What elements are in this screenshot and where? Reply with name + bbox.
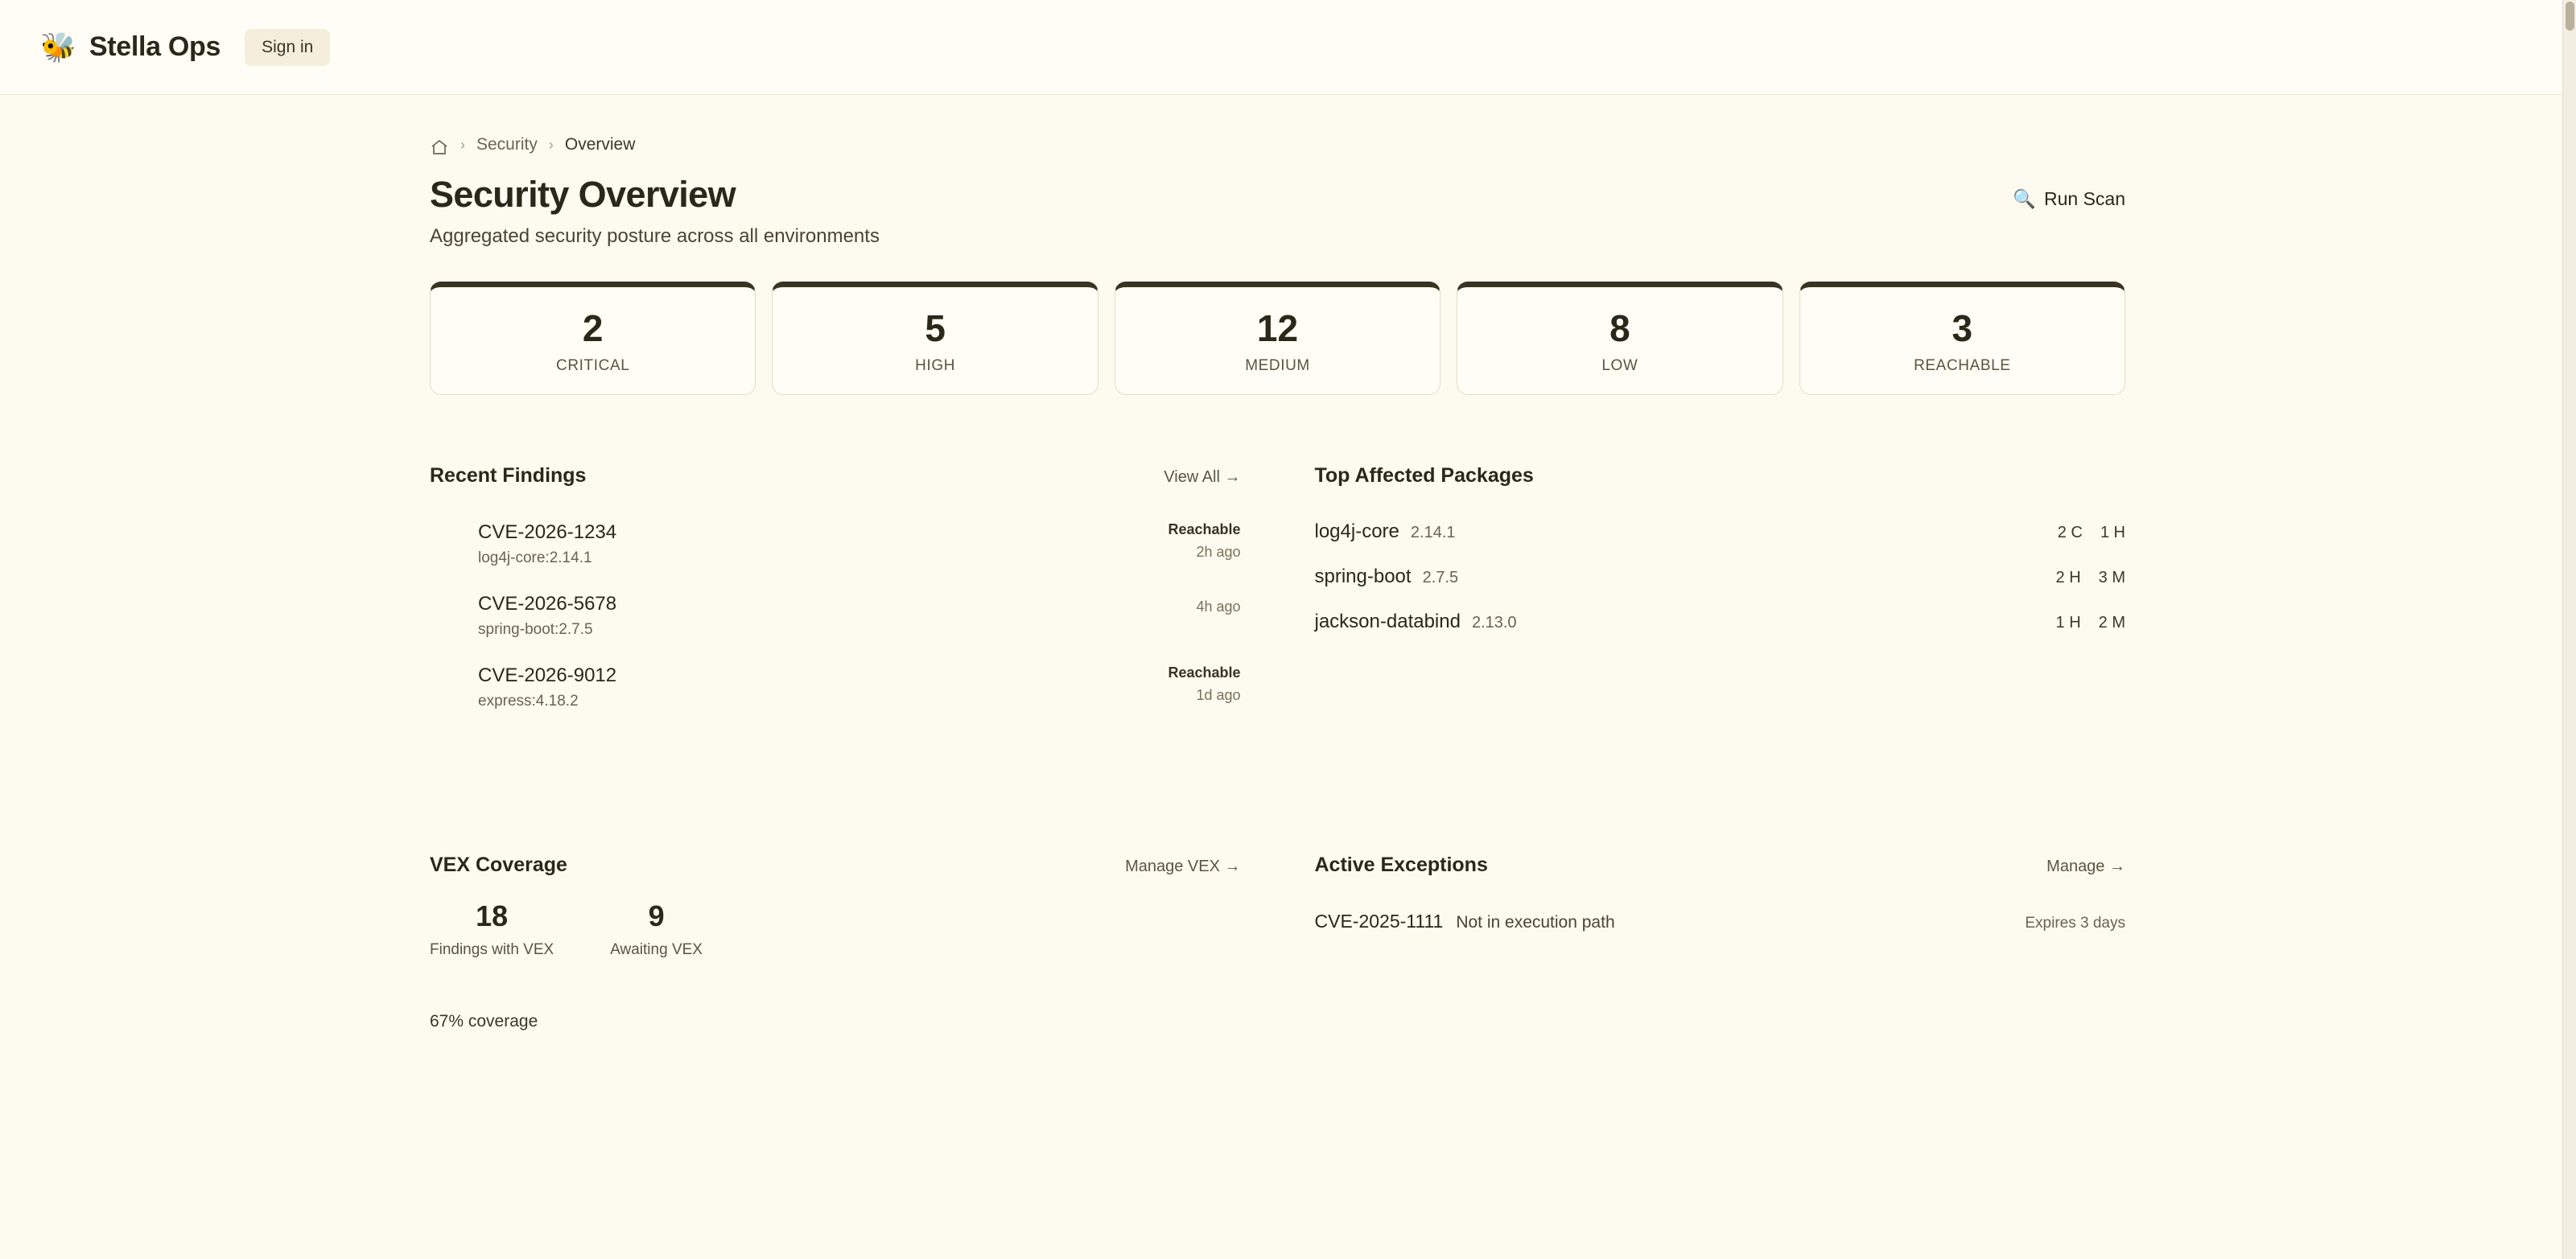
top-packages-header [1315, 464, 2126, 488]
vex-coverage-header [430, 854, 1241, 877]
bee-icon: 🐝 [40, 30, 76, 64]
finding-row[interactable] [430, 582, 1241, 653]
package-count-primary: 2 C [2057, 523, 2083, 541]
finding-package: spring-boot:2.7.5 [478, 620, 593, 638]
stat-card-low[interactable] [1457, 282, 1783, 395]
finding-row[interactable] [430, 653, 1241, 725]
stat-label: LOW [1601, 356, 1638, 374]
breadcrumb-separator-2: › [548, 136, 554, 153]
package-count-primary: 1 H [2055, 613, 2081, 632]
sign-in-button[interactable]: Sign in [245, 29, 330, 66]
vex-metric-value: 9 [648, 899, 665, 932]
package-main [1315, 520, 1456, 543]
stat-value: 3 [1952, 307, 1973, 349]
reachable-badge: Reachable [1168, 520, 1241, 537]
panel-title: Active Exceptions [1314, 853, 1488, 876]
package-count-secondary: 1 H [2100, 523, 2125, 541]
reachable-badge: Reachable [1168, 664, 1241, 681]
finding-package: express:4.18.2 [478, 692, 579, 710]
package-version: 2.14.1 [1410, 523, 1456, 541]
panels-row-bottom [0, 854, 2576, 1031]
finding-age: 4h ago [1196, 598, 1241, 615]
brand [40, 31, 221, 63]
package-counts [2056, 569, 2125, 587]
severity-stats [0, 282, 2576, 395]
vex-metric-awaiting [610, 899, 703, 959]
finding-id: CVE-2026-1234 [478, 520, 617, 543]
stat-value: 2 [582, 307, 604, 349]
active-exceptions-header [1315, 854, 2126, 877]
recent-findings-header [430, 464, 1241, 488]
finding-main [478, 593, 616, 639]
finding-package: log4j-core:2.14.1 [478, 549, 592, 566]
stat-card-critical[interactable] [430, 282, 756, 395]
vex-coverage-text: 67% coverage [430, 1011, 538, 1031]
exception-reason: Not in execution path [1456, 912, 1615, 932]
package-counts [2056, 614, 2125, 632]
breadcrumb [0, 135, 2576, 154]
panel-title: Top Affected Packages [1314, 463, 1534, 487]
stat-value: 8 [1609, 307, 1630, 349]
package-name: log4j-core [1314, 520, 1399, 542]
package-main [1315, 566, 1459, 588]
page-header-text [430, 174, 880, 248]
finding-meta [1168, 664, 1240, 704]
brand-name: Stella Ops [89, 31, 221, 62]
stat-label: HIGH [915, 356, 956, 374]
finding-main [478, 664, 616, 710]
vex-coverage-panel [430, 854, 1241, 1031]
package-version: 2.13.0 [1471, 613, 1517, 632]
panel-title: Recent Findings [430, 463, 587, 487]
finding-meta [1196, 593, 1240, 615]
manage-vex-link[interactable]: Manage VEX → [1125, 857, 1241, 875]
stat-value: 5 [925, 307, 946, 349]
finding-age: 2h ago [1196, 543, 1241, 560]
breadcrumb-separator-1: › [460, 136, 465, 153]
package-row[interactable] [1315, 510, 2126, 555]
exception-main [1315, 911, 1615, 932]
finding-id: CVE-2026-5678 [478, 592, 617, 615]
exception-row[interactable] [1315, 911, 2126, 932]
magnifier-icon: 🔍 [2013, 188, 2036, 209]
home-icon[interactable] [430, 138, 449, 157]
package-name: spring-boot [1314, 565, 1412, 587]
vex-metric-label: Awaiting VEX [610, 940, 703, 958]
vex-metric-value: 18 [476, 899, 509, 932]
package-counts [2058, 524, 2125, 542]
stat-card-medium[interactable] [1115, 282, 1440, 395]
package-count-secondary: 2 M [2098, 613, 2125, 632]
exception-id: CVE-2025-1111 [1314, 910, 1444, 932]
vex-metrics [430, 899, 1241, 959]
panel-title: VEX Coverage [430, 853, 567, 876]
page-header [0, 174, 2576, 248]
finding-id: CVE-2026-9012 [478, 664, 617, 686]
finding-row[interactable] [430, 510, 1241, 582]
package-row[interactable] [1315, 555, 2126, 600]
scrollbar-thumb[interactable] [2566, 2, 2574, 31]
page-body [0, 95, 2576, 1031]
package-row[interactable] [1315, 600, 2126, 645]
finding-meta [1168, 521, 1240, 561]
page-scrollbar[interactable] [2562, 0, 2576, 1259]
stat-label: MEDIUM [1245, 356, 1310, 374]
page-subtitle: Aggregated security posture across all environments [430, 225, 880, 247]
stat-label: REACHABLE [1914, 356, 2011, 374]
active-exceptions-panel [1315, 854, 2126, 1031]
exception-expiry: Expires 3 days [2025, 914, 2125, 932]
recent-findings-panel [430, 464, 1241, 725]
finding-main [478, 521, 616, 567]
run-scan-button[interactable] [2013, 188, 2125, 210]
breadcrumb-item-security[interactable]: Security [476, 135, 538, 154]
package-name: jackson-databind [1314, 610, 1461, 632]
top-bar [0, 0, 2576, 95]
manage-exceptions-link[interactable]: Manage → [2046, 857, 2125, 875]
package-count-primary: 2 H [2055, 568, 2081, 586]
stat-card-reachable[interactable] [1799, 282, 2125, 395]
breadcrumb-item-overview: Overview [564, 135, 636, 154]
package-main [1315, 611, 1517, 633]
run-scan-label: Run Scan [2043, 188, 2125, 209]
panels-row-top [0, 464, 2576, 725]
finding-age: 1d ago [1196, 686, 1241, 703]
view-all-link[interactable]: View All → [1164, 467, 1241, 486]
vex-metric-label: Findings with VEX [430, 940, 554, 958]
package-count-secondary: 3 M [2098, 568, 2125, 586]
stat-card-high[interactable] [772, 282, 1098, 395]
vex-metric-with-vex [430, 899, 554, 959]
stat-value: 12 [1256, 307, 1299, 349]
stat-label: CRITICAL [556, 356, 630, 374]
package-version: 2.7.5 [1422, 568, 1459, 586]
page-title: Security Overview [430, 174, 736, 215]
top-packages-panel [1315, 464, 2126, 725]
